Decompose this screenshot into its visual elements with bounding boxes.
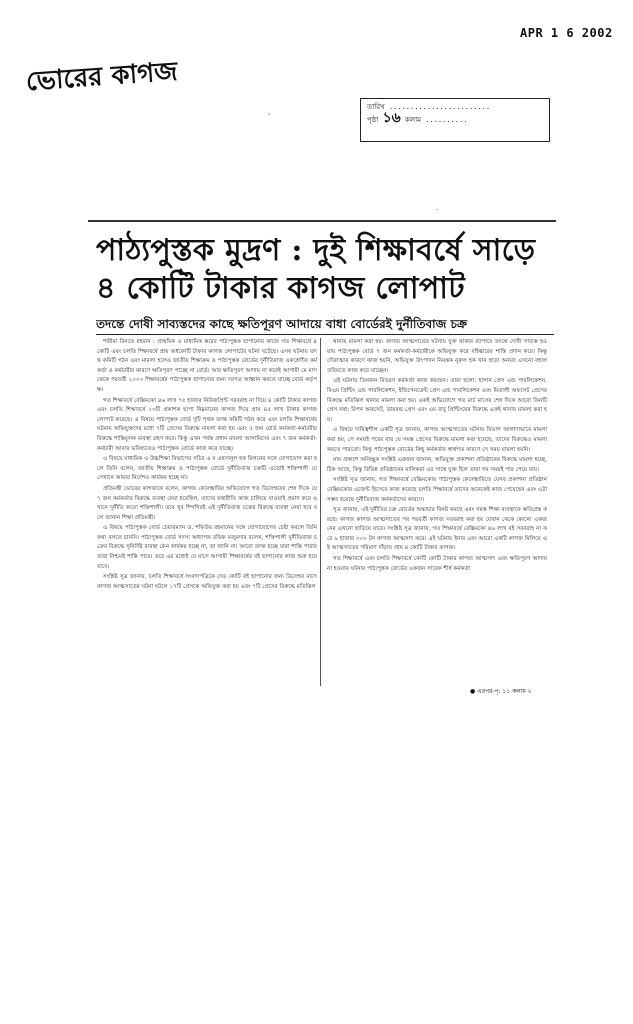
paragraph: এ বিষয়ে দায়িত্বশীল একটি সূত্র জানায়, কাগজ আত্মসাতের ঘটনায় বিভাগ আলাদাভাবে মামলা করা হয়, সে সময়ই পরের বার যে সমস্ত প্রেসের বিরুদ্ধে মামলা করা হয়েছে, তাদের বিরুদ্ধেও মামলা করতে পারতো। কিন্তু পাঠ্যপুস্তক বোর্ডের কিছু কর্মকর্তার স্বার্থগত কারণে সে সময় মামলা হয়নি।	[327, 427, 547, 453]
continuation-note: ● এরপর-পৃ: ১১ কলাম ২	[470, 688, 532, 695]
filing-stamp-date-blanks: ........................	[388, 103, 491, 111]
article-column-right	[327, 338, 547, 575]
article-headline	[96, 232, 552, 308]
article-column-left	[97, 338, 317, 593]
scan-speck: .	[436, 204, 439, 212]
paragraph: এ বিষয়ে মাধ্যমিক ও উচ্চশিক্ষা বিভাগের সচিব এ ম এহসানুল হক মিলনের সঙ্গে যোগাযোগ করা হলে তিনি বলেন, জাতীয় শিক্ষাক্রম ও পাঠ্যপুস্তক বোর্ডে দুর্নীতিবাজ চক্রটি এতোই শক্তিশালী যে সেখানে আমার নির্দেশও কার্যকর হচ্ছে না।	[97, 456, 317, 482]
filing-stamp-page-number: ১৬	[382, 110, 401, 126]
paragraph: শামীমা বিনতে রহমান : প্রাথমিক ও মাধ্যমিক স্তরের পাঠ্যপুস্তক ছাপানোর কাজে গত শিক্ষাবর্ষে ৪ কোটি এবং চলতি শিক্ষাবর্ষে প্রায় অর্ধকোটি টাকার কাগজ লোপাটের ঘটনা ঘটেছে। এসব ঘটনায় তদন্ত কমিটি গঠন এবং মামলা হলেও জাতীয় শিক্ষাক্রম ও পাঠ্যপুস্তক বোর্ডের দুর্নীতিবাজ একশ্রেণীর কর্মকর্তা ও কর্মচারীর কারণে ক্ষতিপূরণ পাচ্ছে না বোর্ড। আর ক্ষতিপূরণ আদায় না করেই আগামী মে মাস থেকে পরবর্তী ২০০৩ শিক্ষাবর্ষের পাঠ্যপুস্তক ছাপানোর জন্য দরপত্র আহ্বান করতে যাচ্ছে বোর্ড কর্তৃপক্ষ।	[97, 339, 317, 393]
column-divider	[320, 338, 321, 686]
article-subheadline: তদন্তে দোষী সাব্যস্তদের কাছে ক্ষতিপূরণ আদায়ে বাধা বোর্ডেরই দুর্নীতিবাজ চক্র	[96, 317, 468, 331]
date-stamp: APR 1 6 2002	[520, 26, 613, 40]
filing-stamp-page-label: পৃষ্ঠা	[367, 116, 379, 124]
paragraph: সংশ্লিষ্ট সূত্র জানায়, চলতি শিক্ষাবর্ষে সংবাদপত্রিকে দেড় কোটি বই ছাপানোর জন্য ডিসেম্বর মাসে কাগজ আত্মসাতের ঘটনা ঘটলে ১৭টি প্রেসকে অভিযুক্ত করা হয় এবং ৭টি প্রেসের বিরুদ্ধে মতিঝিল	[97, 574, 317, 590]
headline-line-1: পাঠ্যপুস্তক মুদ্রণ : দুই শিক্ষাবর্ষে সাড়ে	[96, 233, 536, 268]
paragraph: এ বিষয়ে পাঠ্যপুস্তক বোর্ড চেয়ারম্যান ড. শফিউর রহমানের সঙ্গে যোগাযোগের চেষ্টা করলে তিনি কথা বলতে চাননি। পাঠ্যপুস্তক বোর্ড সদস্য অধ্যাপক রফিক মজুমদার বলেন, শক্তিশালী দুর্নীতিবাজ চক্রের বিরুদ্ধে সুনির্দিষ্ট ব্যবস্থা কেন কার্যকর হচ্ছে না, তা জানি না। আরো তদন্ত হচ্ছে যারা শাস্তি পাবার তারা নিশ্চয়ই শাস্তি পাবে। তবে এর মধ্যেই যে মাসে আগামী শিক্ষাবর্ষের বই ছাপানোর কাজ শুরু হয়ে যাবে।	[97, 525, 317, 570]
filing-stamp-column-blanks: ..........	[425, 116, 468, 124]
headline-line-2: ৪ কোটি টাকার কাগজ লোপাট	[96, 271, 465, 306]
filing-stamp-date-label: তারিখ	[367, 103, 385, 111]
paragraph: প্রতিমন্ত্রী ভোরের কাগজকে বলেন, কাগজ কেলেঙ্কারির অভিযোগে গত ডিসেম্বরের শেষ দিকে যে ৭ জন কর্মকর্তার বিরুদ্ধে ব্যবস্থা নেয়া হয়েছিল, তাদের যথারীতি কাজ চালিয়ে যাওয়াই প্রমাণ করে ওখানে দুর্নীতি কতো শক্তিশালী। তবে খুব শিগগিরই এই দুর্নীতিবাজ চক্রের বিরুদ্ধে ব্যবস্থা নেয়া হবে বলে জানান শিক্ষা প্রতিমন্ত্রী।	[97, 485, 317, 521]
headline-rule	[96, 334, 554, 335]
filing-stamp-column-label: কলাম	[404, 116, 421, 124]
paragraph: নাম প্রকাশে অনিচ্ছুক সংশ্লিষ্ট একজন জানান, অভিযুক্ত প্রকাশনা প্রতিষ্ঠানের বিরুদ্ধে মামলা হচ্ছে, ঠিক আছে, কিন্তু বিভিন্ন প্রতিষ্ঠানের মালিকরা এর সাথে যুক্ত ছিল তারা সব সময়ই পার পেয়ে যায়।	[327, 457, 547, 473]
paragraph: গত শিক্ষাবর্ষে এবং চলতি শিক্ষাবর্ষে কোটি কোটি টাকার কাগজ আত্মসাৎ এবং ক্ষতিপূরণ আদায় না হওয়ায় ঘটনার পাঠ্যপুস্তক বোর্ডের একজন সাবেক শীর্ষ কর্মকর্তা	[327, 556, 547, 572]
newspaper-masthead: ভোরের কাগজ	[25, 56, 179, 98]
paragraph: সংশ্লিষ্ট সূত্র জানায়, গত শিক্ষাবর্ষে বেক্সিমকোর পাঠ্যপুস্তক কেলেঙ্কারিতে যেসব প্রকাশনা প্রতিষ্ঠান বেক্সিমকোর এজেন্ট হিসেবে কাজ করেছে চলতি শিক্ষাবর্ষে তাদের অনেকেই কাজ পেয়েছেন এবং এটা সম্ভব হয়েছে দুর্নীতিবাজ কর্মকর্তাদের কারণে।	[327, 477, 547, 503]
paragraph: সূত্র জানায়, এই দুর্নীতির চক্র বোর্ডের শুদ্ধাচার বিনষ্ট করছে এবং সমস্ত শিক্ষা ব্যবস্থাকে ক্ষতিগ্রস্ত করছে। কাগজ কাগজ আত্মসাতের পর পরবর্তী কাগজ সরবরাহ করা হয় যেখান থেকে কোনো একজনের এখনো ছাড়িয়ে যাবে। সংশ্লিষ্ট সূত্র জানায়, গত শিক্ষাবর্ষে বেক্সিমকো ৪৬ লাখ বই সরবরাহ না করে ৯ হাজার ৩০০ টন কাগজ আত্মসাৎ করে। এই ঘটনায় ইনার এবং আরো একটি কাগজ মিলিয়ে এই আত্মসাতের পরিমাণ দাঁড়ায় প্রায় ৪ কোটি টাকার কাগজ।	[327, 507, 547, 552]
paragraph: এই ঘটনায় তিনজন বিতরণ কর্মকর্তা কাজ করছেন। তারা হলো: হাসান প্রেস এন্ড পাবলিকেশন, বিএম প্রিন্টিং এন্ড পাবলিকেশন, ইন্ডিপেনডেন্ট প্রেস এন্ড পাবলিকেশন এবং মিতালী অফসেট প্রেসের বিরুদ্ধে মতিঝিল থানায় মামলা করা হয়। একই অভিযোগে গত মার্চ মাসের শেষ দিকে আরো তিনটি প্রেস যথা: রিপন অফসেট, ডায়মন্ড প্রেস এবং এম বাবু প্রিন্টিংয়ের বিরুদ্ধে একই থানায় মামলা করা হয়।	[327, 378, 547, 423]
paragraph: গত শিক্ষাবর্ষে বেক্সিমকো ৪৬ লাখ ৭৫ হাজার নিউজপ্রিন্ট সরবরাহ না দিয়ে ৪ কোটি টাকার কাগজ এবং চলতি শিক্ষাবর্ষে ২৩টি প্রকাশক ছাপা নিম্নমানের কাগজ দিয়ে প্রায় ৪৫ লাখ টাকার কাগজ লোপাট করেছে। এ বিষয়ে পাঠ্যপুস্তক বোর্ড দুটি পৃথক তদন্ত কমিটি গঠন করে এবং চলতি শিক্ষাবর্ষের ঘটনায় অভিযুক্তদের মধ্যে ৭টি প্রেসের বিরুদ্ধে মামলা করা হয় এবং ৫ জন বোর্ড কর্মকর্তা-কর্মচারীর বিরুদ্ধে শাস্তিমূলক ব্যবস্থা গ্রহণ করে। কিন্তু এখন পর্যন্ত প্রধান মামলা আসামিদের এবং ৭ জন কর্মকর্তা-কর্মচারী আবার ভবিষ্যতেও পাঠ্যপুস্তক বোর্ডে কাজ করে যাচ্ছে।	[97, 397, 317, 452]
filing-stamp-page-row	[367, 110, 543, 126]
filing-stamp	[360, 98, 550, 142]
paragraph: থানায় মামলা করা হয়। কাগজ আত্মসাতের ঘটনায় যুক্ত থাকার ব্যাপারে তদন্তে দোষী সাব্যস্ত হওয়ায় পাঠ্যপুস্তক বোর্ড ৭ জন কর্মকর্তা-কর্মচারীকে অভিযুক্ত করে বহিষ্কারের শাস্তি প্রদান করে। কিন্তু দৌরাত্ম্যর কারণে কাজ হয়নি, অভিযুক্ত উৎপাদন নিয়ন্ত্রক নুরুল হক খান ছাড়া অন্যরা এখনো বহাল তবিয়তে কাজ করে যাচ্ছেন।	[327, 339, 547, 374]
scan-speck: ‘	[268, 112, 271, 120]
